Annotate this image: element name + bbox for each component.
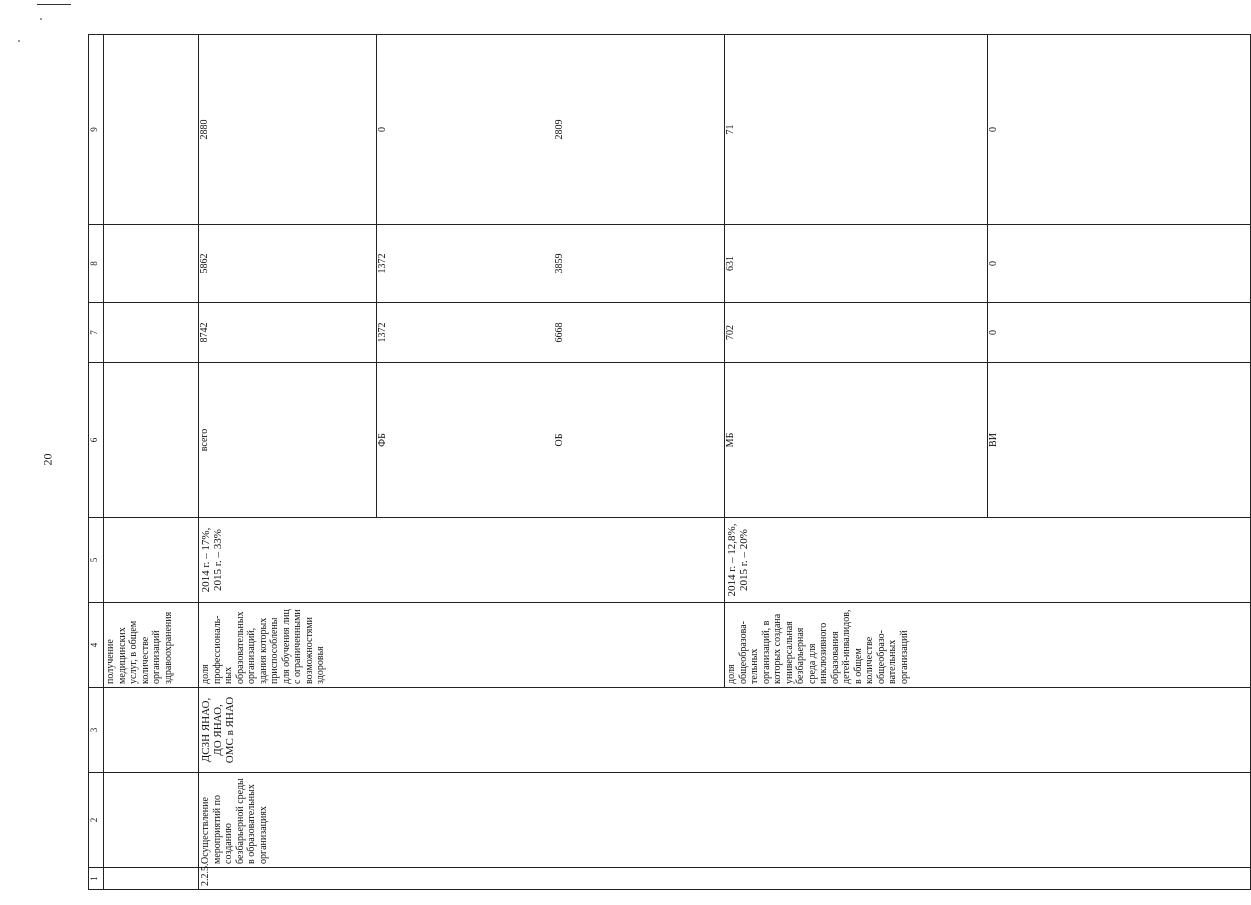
value: 0: [988, 261, 999, 266]
target-value: 2014 г. – 12,8%, 2015 г. – 20%: [725, 518, 1251, 603]
value-list: [199, 225, 724, 302]
source-list: [725, 363, 1250, 517]
col-header: 2: [89, 773, 104, 868]
value: 2880: [199, 35, 376, 224]
value: 8742: [199, 303, 376, 362]
indicator-cell: доля профессиональ-ных образовательных организаций, здания которых приспособлены для обучения лиц с ограниченными возможностями здоровья: [199, 603, 725, 688]
page-number: 20: [40, 453, 55, 466]
value-list: [725, 303, 1250, 362]
col-header: 6: [89, 363, 104, 518]
value: 0: [988, 330, 999, 335]
value-list: [725, 35, 1250, 224]
value: 1372: [376, 253, 388, 274]
row-number: 2.2.5.: [199, 868, 725, 890]
value: 1372: [376, 322, 388, 343]
scan-speck: [40, 18, 42, 20]
value: 631: [725, 225, 988, 302]
scan-speck: [18, 40, 20, 42]
indicator-cell: доля общеобразова-тельных организаций, в которых создана универсальная безбарьерная среда для инклюзивного образования детей-инвалидов, в общем количестве общеобразо-вательных организаций: [725, 603, 1251, 688]
table-row: [725, 35, 1251, 890]
source-label: всего: [199, 363, 376, 517]
executors: ДСЗН ЯНАО, ДО ЯНАО, ОМС в ЯНАО: [199, 688, 725, 773]
value: 0: [376, 127, 388, 132]
header-row: [89, 35, 104, 890]
continuation-row: [104, 35, 199, 890]
col-header: 5: [89, 518, 104, 603]
target-value: 2014 г. – 17%, 2015 г. – 33%: [199, 518, 725, 603]
value-list: [199, 303, 724, 362]
value: 3859: [553, 253, 565, 274]
indicator-cell: получение медицинских услуг, в общем количестве организаций здравоохранения: [104, 603, 199, 688]
source-list: [199, 363, 724, 517]
value: 702: [725, 303, 988, 362]
table-row: [199, 35, 725, 890]
value: 71: [725, 35, 988, 224]
source-label: ОБ: [553, 433, 565, 447]
value: 6668: [553, 322, 565, 343]
value: 2809: [553, 119, 565, 140]
col-header: 1: [89, 868, 104, 890]
col-header: 4: [89, 603, 104, 688]
value: 5862: [199, 225, 376, 302]
col-header: 8: [89, 225, 104, 303]
source-label: ФБ: [376, 433, 388, 447]
program-table: [88, 34, 1251, 890]
rotated-table-wrapper: [88, 35, 999, 890]
col-header: 3: [89, 688, 104, 773]
source-label: МБ: [725, 363, 988, 517]
scan-mark: [37, 4, 71, 5]
value: 0: [988, 127, 999, 132]
col-header: 7: [89, 303, 104, 363]
source-label: ВИ: [988, 433, 999, 447]
value-list: [725, 225, 1250, 302]
value-list: [199, 35, 724, 224]
activity-name: Осуществление мероприятий по созданию безбарьерной среды в образовательных организациях: [199, 773, 725, 868]
col-header: 9: [89, 35, 104, 225]
